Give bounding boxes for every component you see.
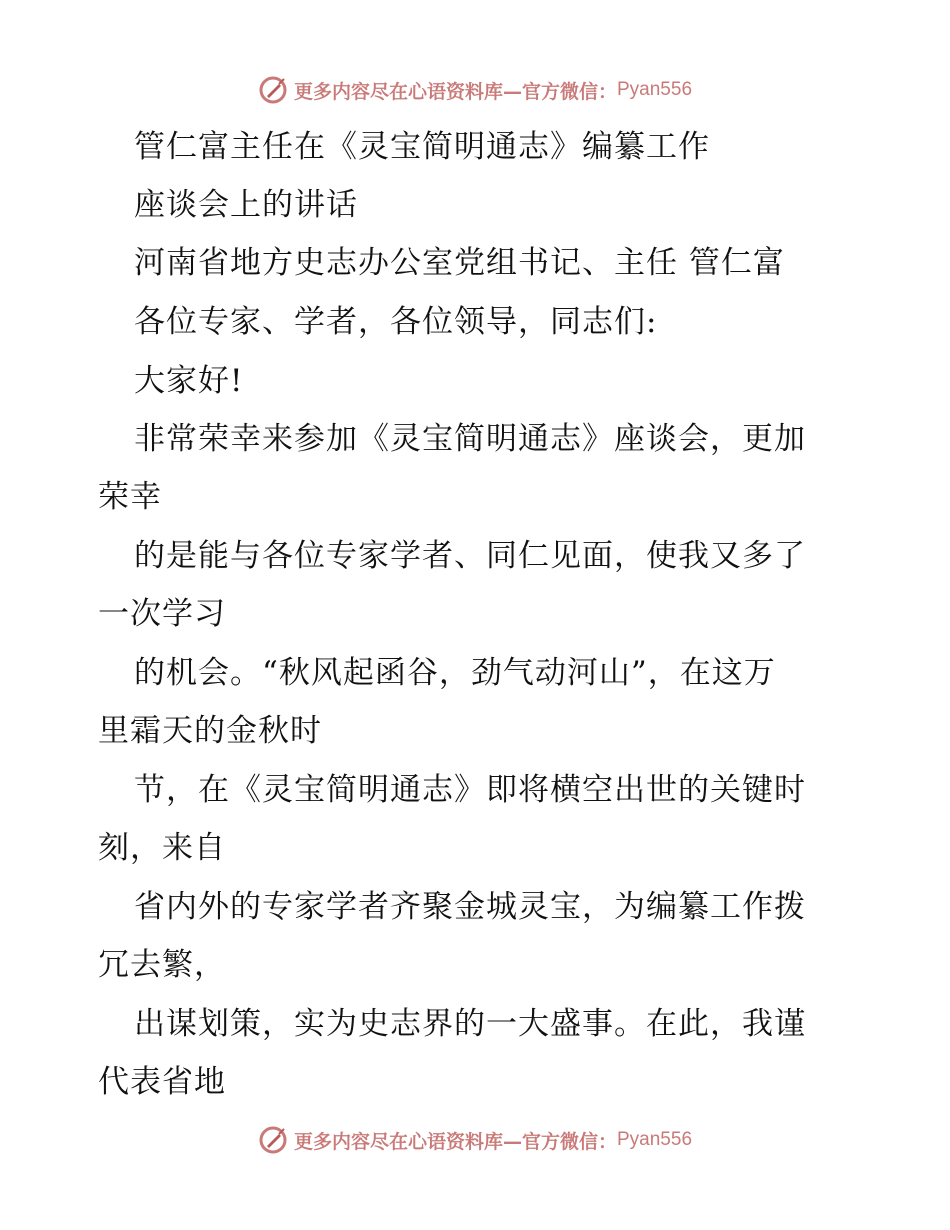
watermark-text: 更多内容尽在心语资料库—官方微信： bbox=[293, 80, 617, 103]
paragraph-line: 的机会。“秋风起函谷，劲气动河山”，在这万 bbox=[134, 655, 776, 691]
watermark-text: 更多内容尽在心语资料库—官方微信： bbox=[293, 1130, 617, 1153]
watermark-id: Pyan556 bbox=[617, 79, 693, 100]
salutation-line: 各位专家、学者，各位领导，同志们: bbox=[134, 304, 658, 340]
paragraph-line: 荣幸 bbox=[98, 479, 162, 515]
paragraph-line: 代表省地 bbox=[98, 1064, 226, 1100]
paragraph-line: 一次学习 bbox=[98, 596, 226, 632]
author-line: 河南省地方史志办公室党组书记、主任 管仁富 bbox=[134, 245, 785, 281]
watermark-id: Pyan556 bbox=[617, 1129, 693, 1150]
watermark-banner-bottom bbox=[0, 1120, 950, 1160]
watermark-banner-top bbox=[0, 70, 950, 110]
paragraph-line: 非常荣幸来参加《灵宝简明通志》座谈会，更加 bbox=[134, 421, 806, 457]
paragraph-line: 里霜天的金秋时 bbox=[98, 713, 322, 749]
document-title-line-1: 管仁富主任在《灵宝简明通志》编纂工作 bbox=[134, 129, 710, 165]
paragraph-line: 冗去繁， bbox=[98, 947, 226, 983]
paragraph-line: 刻，来自 bbox=[98, 830, 226, 866]
quill-logo-icon bbox=[258, 75, 288, 105]
quill-logo-icon bbox=[258, 1125, 288, 1155]
paragraph-line: 的是能与各位专家学者、同仁见面，使我又多了 bbox=[134, 538, 806, 574]
paragraph-line: 节，在《灵宝简明通志》即将横空出世的关键时 bbox=[134, 772, 806, 808]
paragraph-line: 省内外的专家学者齐聚金城灵宝，为编纂工作拨 bbox=[134, 889, 806, 925]
greeting-line: 大家好! bbox=[134, 363, 244, 399]
paragraph-line: 出谋划策，实为史志界的一大盛事。在此，我谨 bbox=[134, 1006, 806, 1042]
document-title-line-2: 座谈会上的讲话 bbox=[134, 187, 358, 223]
